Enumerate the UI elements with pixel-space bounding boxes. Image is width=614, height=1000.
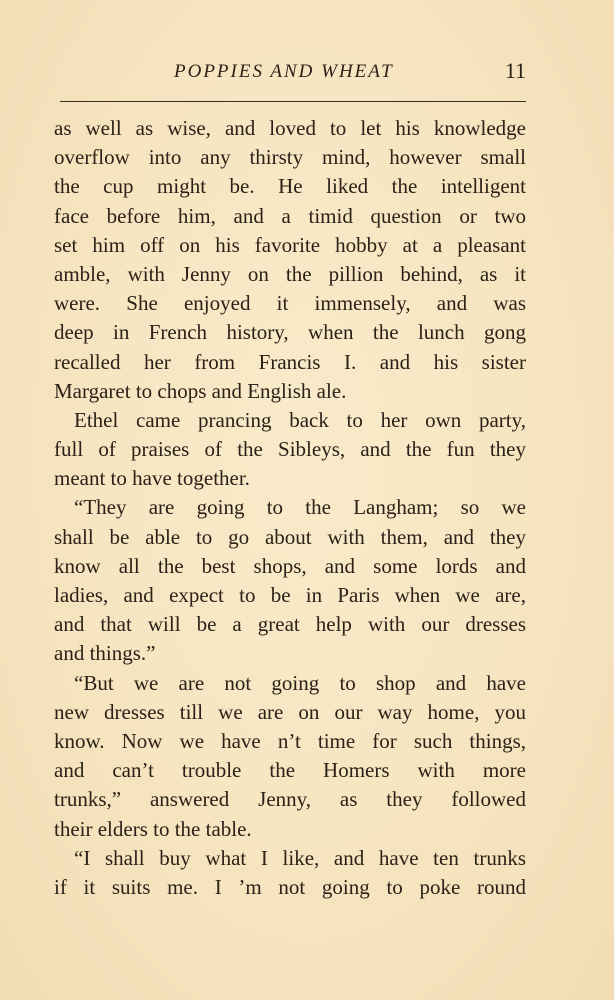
text-line: know all the best shops, and some lords and <box>54 553 526 578</box>
text-line: face before him, and a timid question or two <box>54 203 526 228</box>
text-line: were. She enjoyed it immensely, and was <box>54 291 526 316</box>
text-line: new dresses till we are on our way home, you <box>54 699 526 724</box>
header-rule <box>60 101 526 102</box>
text-line: “I shall buy what I like, and have ten trunks <box>74 845 526 870</box>
text-line: and can’t trouble the Homers with more <box>54 758 526 783</box>
text-line: ladies, and expect to be in Paris when we are, <box>54 583 526 607</box>
text-line: deep in French history, when the lunch gong <box>54 320 526 345</box>
text-line: set him off on his favorite hobby at a pleasant <box>54 232 526 257</box>
text-line: recalled her from Francis I. and his sister <box>54 349 526 374</box>
text-line: and things.” <box>54 641 156 666</box>
running-head: POPPIES AND WHEAT <box>174 61 394 82</box>
page-header <box>54 58 528 88</box>
text-line: the cup might be. He liked the intelligent <box>54 174 526 199</box>
body-text <box>54 114 526 902</box>
text-line: full of praises of the Sibleys, and the fun they <box>54 437 526 462</box>
text-line: trunks,” answered Jenny, as they followed <box>54 787 526 812</box>
text-line: as well as wise, and loved to let his knowledge <box>54 116 526 140</box>
text-line: “But we are not going to shop and have <box>74 670 526 695</box>
text-line: and that will be a great help with our dresses <box>54 612 526 637</box>
text-line: “They are going to the Langham; so we <box>74 495 526 520</box>
text-line: if it suits me. I ’m not going to poke round <box>54 874 526 899</box>
text-line: meant to have together. <box>54 466 250 491</box>
text-line: amble, with Jenny on the pillion behind, as it <box>54 261 526 286</box>
page-number: 11 <box>504 58 526 83</box>
text-line: Margaret to chops and English ale. <box>54 378 347 403</box>
text-line: shall be able to go about with them, and they <box>54 524 526 549</box>
text-line: Ethel came prancing back to her own party, <box>74 407 526 432</box>
text-line: their elders to the table. <box>54 816 252 841</box>
text-line: know. Now we have n’t time for such things, <box>54 728 526 753</box>
text-line: overflow into any thirsty mind, however small <box>54 145 526 170</box>
